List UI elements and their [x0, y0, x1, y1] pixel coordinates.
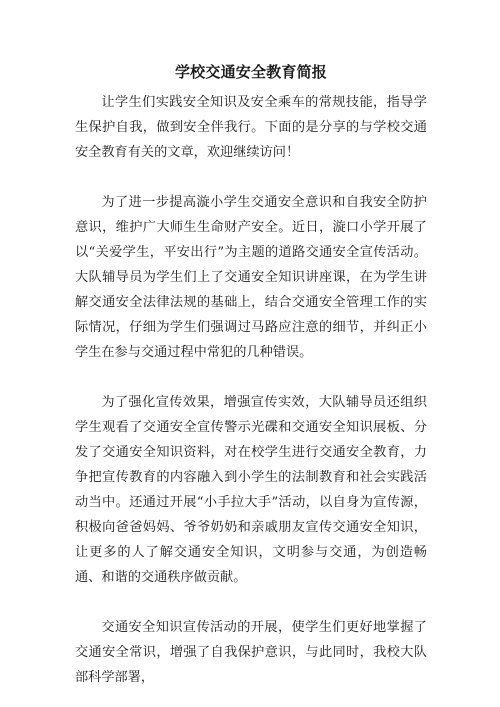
body-paragraph-3: 交通安全知识宣传活动的开展，使学生们更好地掌握了交通安全常识，增强了自我保护意识，与此同时，我校大队部科学部署， — [75, 620, 427, 685]
paragraph-spacer — [75, 165, 427, 190]
paragraph-spacer — [75, 590, 427, 615]
intro-paragraph: 让学生们实践安全知识及安全乘车的常规技能，指导学生保护自我，做到安全伴我行。下面的是分享的与学校交通安全教育有关的文章，欢迎继续访问！ — [75, 95, 427, 160]
body-paragraph-2: 为了强化宣传效果，增强宣传实效，大队辅导员还组织学生观看了交通安全宣传警示光碟和交通安全知识展板、分发了交通安全知识资料，对在校学生进行交通安全教育，力争把宣传教育的内容融入到小学生的法制教育和社会实践活动当中。还通过开展“小手拉大手”活动，以自身为宣传源，积极向爸爸妈妈、爷爷奶奶和亲戚朋友宣传交通安全知识，让更多的人了解交通安全知识，文明参与交通，为创造畅通、和谐的交通秩序做贡献。 — [75, 395, 427, 585]
document-page — [75, 62, 427, 690]
body-paragraph-1: 为了进一步提高漩小学生交通安全意识和自我安全防护意识，维护广大师生生命财产安全。近日，漩口小学开展了以“关爱学生，平安出行”为主题的道路交通安全宣传活动。大队辅导员为学生们上了交通安全知识讲座课，在为学生讲解交通安全法律法规的基础上，结合交通安全管理工作的实际情况，仔细为学生们强调过马路应注意的细节，并纠正小学生在参与交通过程中常犯的几种错误。 — [75, 195, 427, 360]
document-title: 学校交通安全教育简报 — [174, 63, 327, 81]
paragraph-spacer — [75, 365, 427, 390]
